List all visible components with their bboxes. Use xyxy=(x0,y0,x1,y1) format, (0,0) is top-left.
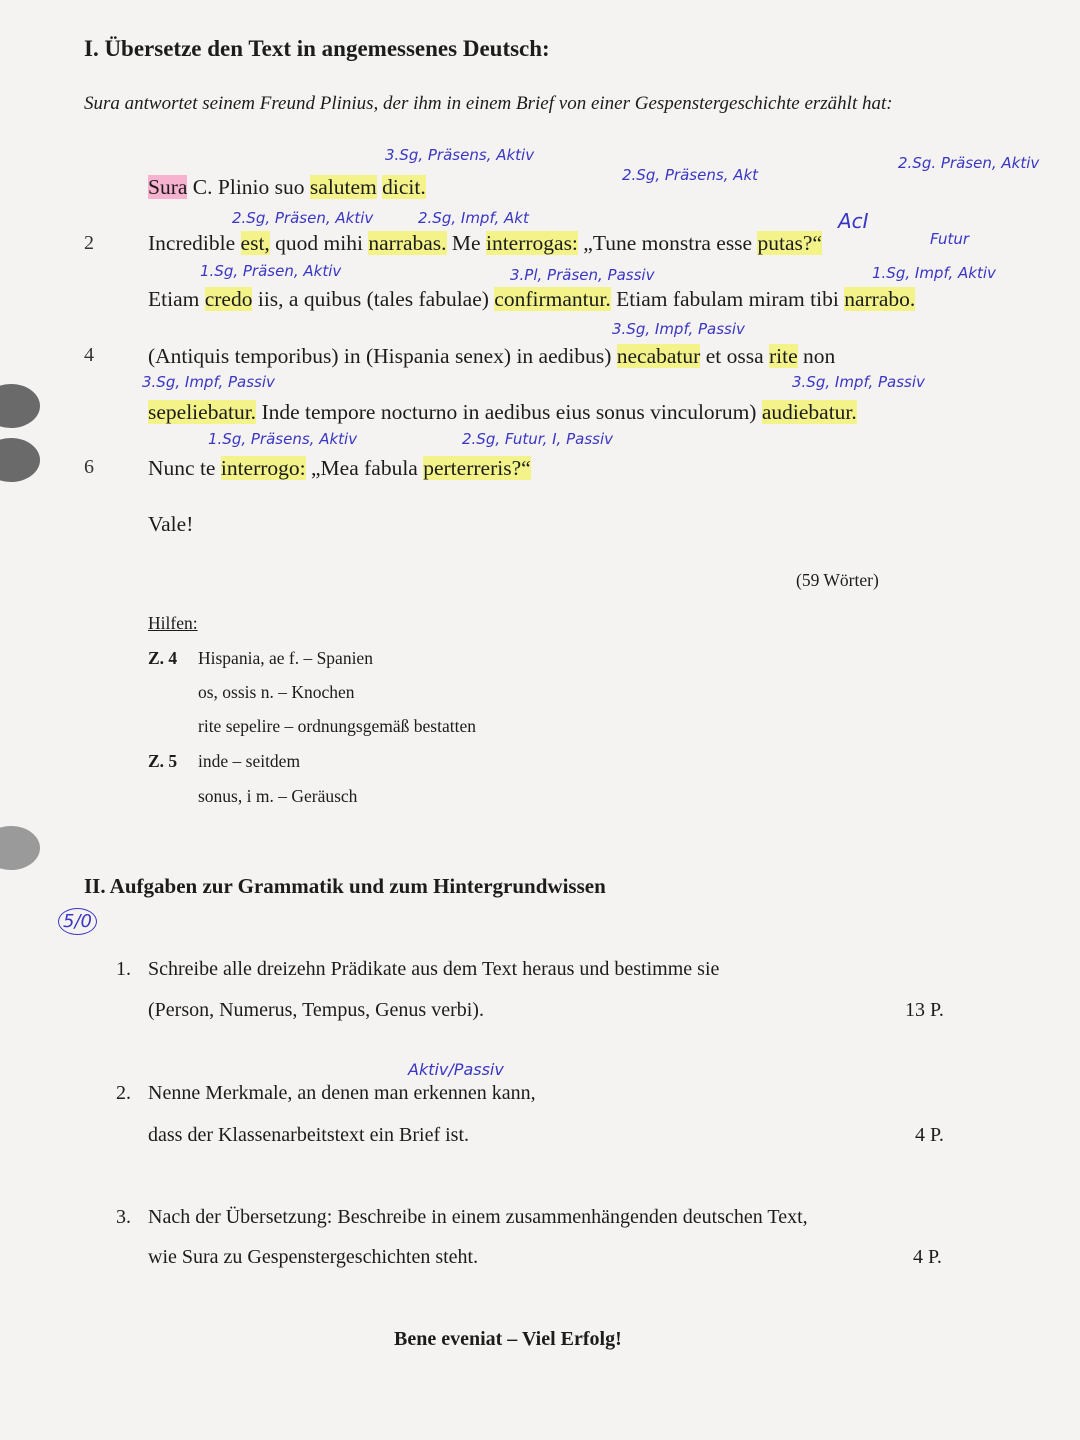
note-12: 3.Sg, Impf, Passiv xyxy=(142,373,275,391)
help-item: inde – seitdem xyxy=(198,751,301,771)
task-1-points: 13 P. xyxy=(905,999,944,1021)
word: Sura xyxy=(148,175,188,199)
word: interrogo: xyxy=(220,456,306,480)
help-item: Hispania, ae f. – Spanien xyxy=(198,648,373,668)
task-3-line1: Nach der Übersetzung: Beschreibe in einem zusammenhängenden deutschen Text, xyxy=(148,1206,808,1228)
latin-line-1 xyxy=(148,175,426,200)
word: salutem xyxy=(309,175,377,199)
word: iis, a quibus xyxy=(257,287,362,311)
task-2-number: 2. xyxy=(116,1082,131,1104)
word: sepeliebatur. xyxy=(148,400,257,424)
note-2: 2.Sg, Präsens, Akt xyxy=(622,166,759,184)
note-16: Aktiv/Passiv xyxy=(408,1060,504,1079)
word: Me xyxy=(451,231,481,255)
word: quod mihi xyxy=(275,231,363,255)
line-number: 2 xyxy=(84,232,94,254)
task-2-points: 4 P. xyxy=(915,1124,944,1146)
note-15: 2.Sg, Futur, I, Passiv xyxy=(462,430,614,448)
task-3-number: 3. xyxy=(116,1206,131,1228)
note-3: 2.Sg. Präsen, Aktiv xyxy=(898,154,1040,172)
line-number: 4 xyxy=(84,344,94,366)
word: (tales fabulae) xyxy=(366,287,489,311)
latin-line-5 xyxy=(148,400,857,425)
note-5: 2.Sg, Impf, Akt xyxy=(418,209,529,227)
note-1: 3.Sg, Präsens, Aktiv xyxy=(385,146,535,164)
word: suo xyxy=(274,175,305,199)
word: audiebatur. xyxy=(761,400,857,424)
help-item: rite sepelire – ordnungsgemäß bestatten xyxy=(198,716,476,736)
word: sonus vinculorum) xyxy=(595,400,757,424)
word: tibi xyxy=(810,287,839,311)
word: (Hispania senex) xyxy=(365,344,512,368)
word: Incredible xyxy=(148,231,236,255)
word: confirmantur. xyxy=(494,287,611,311)
word: dicit. xyxy=(382,175,426,199)
intro-text: Sura antwortet seinem Freund Plinius, der ihm in einem Brief von einer Gespenstergeschichte erzählt hat: xyxy=(84,93,893,114)
word: Etiam xyxy=(148,287,200,311)
help-z4: Z. 4 xyxy=(148,648,178,668)
word: „Mea fabula xyxy=(311,456,418,480)
word: necabatur xyxy=(616,344,701,368)
help-title: Hilfen: xyxy=(148,613,198,633)
word: narrabas. xyxy=(368,231,447,255)
word: (Antiquis temporibus) xyxy=(148,344,339,368)
latin-line-6 xyxy=(148,456,531,481)
word: in aedibus xyxy=(462,400,551,424)
task-2-line2: dass der Klassenarbeitstext ein Brief ist. xyxy=(148,1124,470,1146)
task-1-line1: Schreibe alle dreizehn Prädikate aus dem Text heraus und bestimme sie xyxy=(148,958,720,980)
word: perterreris?“ xyxy=(423,456,531,480)
line-number: 6 xyxy=(84,456,94,478)
task-1-number: 1. xyxy=(116,958,131,980)
section-1-heading: I. Übersetze den Text in angemessenes Deutsch: xyxy=(84,36,550,61)
section-2-heading: II. Aufgaben zur Grammatik und zum Hintergrundwissen xyxy=(84,874,606,898)
note-4: 2.Sg, Präsen, Aktiv xyxy=(232,209,374,227)
word: est, xyxy=(240,231,270,255)
word: non xyxy=(803,344,836,368)
word: rite xyxy=(768,344,798,368)
punch-hole xyxy=(0,384,40,428)
word: „Tune monstra esse xyxy=(583,231,753,255)
word: Nunc te xyxy=(148,456,216,480)
task-1-line2: (Person, Numerus, Tempus, Genus verbi). xyxy=(148,999,484,1021)
word: et ossa xyxy=(705,344,764,368)
word: credo xyxy=(204,287,253,311)
word: narrabo. xyxy=(844,287,916,311)
task-3-line2: wie Sura zu Gespenstergeschichten steht. xyxy=(148,1246,479,1268)
note-11: 3.Sg, Impf, Passiv xyxy=(612,320,745,338)
note-7: Futur xyxy=(930,230,970,248)
footer-text: Bene eveniat – Viel Erfolg! xyxy=(394,1328,622,1350)
note-10: 1.Sg, Impf, Aktiv xyxy=(872,264,996,282)
note-13: 3.Sg, Impf, Passiv xyxy=(792,373,925,391)
word: Inde tempore nocturno xyxy=(261,400,458,424)
word: putas?“ xyxy=(757,231,822,255)
punch-hole xyxy=(0,826,40,870)
note-8: 1.Sg, Präsen, Aktiv xyxy=(200,262,342,280)
help-item: sonus, i m. – Geräusch xyxy=(198,786,358,806)
word: eius xyxy=(555,400,591,424)
word: C. xyxy=(192,175,213,199)
latin-line-3 xyxy=(148,287,915,312)
help-z5: Z. 5 xyxy=(148,751,178,771)
word: interrogas: xyxy=(485,231,578,255)
note-9: 3.Pl, Präsen, Passiv xyxy=(510,266,655,284)
latin-line-2 xyxy=(148,231,822,256)
score-mark: 5/0 xyxy=(58,908,97,935)
task-2-line1: Nenne Merkmale, an denen man erkennen kann, xyxy=(148,1082,536,1104)
word-count: (59 Wörter) xyxy=(796,570,879,590)
word: in xyxy=(343,344,361,368)
note-6: AcI xyxy=(838,209,869,233)
word: fabulam miram xyxy=(672,287,805,311)
note-14: 1.Sg, Präsens, Aktiv xyxy=(208,430,358,448)
latin-line-4 xyxy=(148,344,835,369)
word: Plinio xyxy=(217,175,270,199)
latin-line-7: Vale! xyxy=(148,512,194,536)
word: Etiam xyxy=(616,287,668,311)
help-item: os, ossis n. – Knochen xyxy=(198,682,355,702)
word: in aedibus) xyxy=(516,344,612,368)
punch-hole xyxy=(0,438,40,482)
task-3-points: 4 P. xyxy=(913,1246,942,1268)
